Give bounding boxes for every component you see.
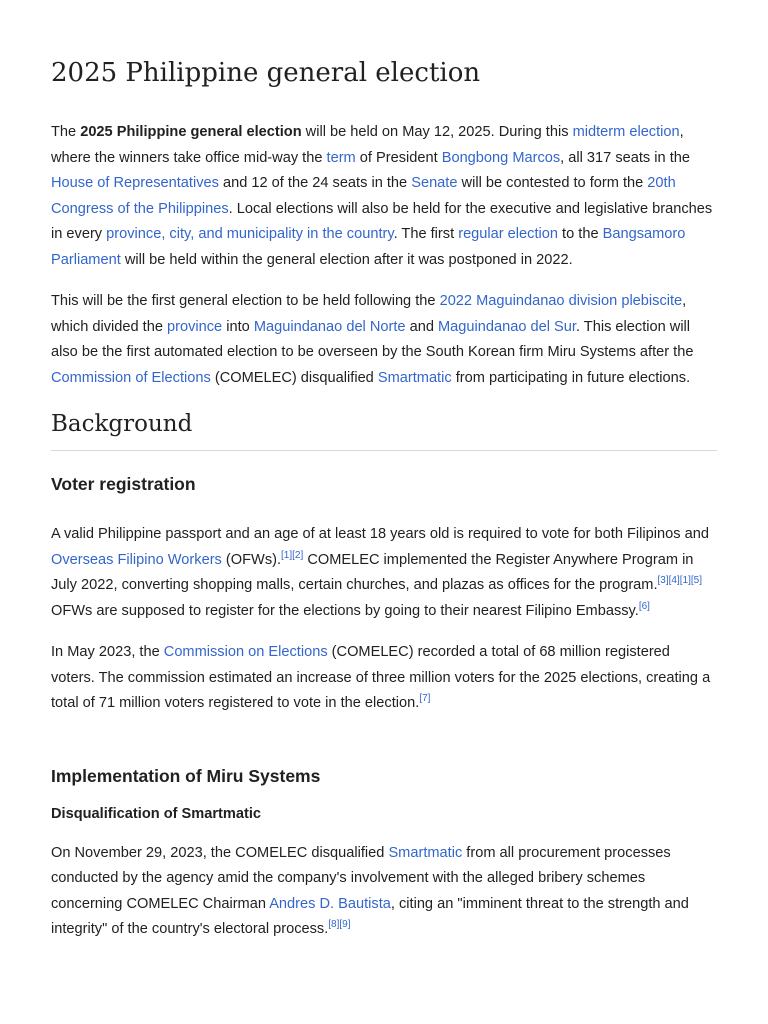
- text: COMELEC implemented the Register Anywhere Program in July 2022, converting shopping malls, certain churches, and plazas as offices for the program.: [51, 551, 694, 593]
- citation: [281, 550, 303, 561]
- text: On November 29, 2023, the COMELEC disqualified: [51, 844, 389, 861]
- citation-link[interactable]: [3]: [657, 575, 669, 587]
- text: from participating in future elections.: [451, 369, 691, 386]
- text: . Local elections will also be held for the executive and legislative branches in every: [51, 200, 713, 242]
- text: . The first: [393, 226, 459, 242]
- link-province[interactable]: province: [167, 318, 223, 335]
- text: , which divided the: [51, 293, 687, 335]
- text: and 12 of the 24 seats in the: [218, 175, 412, 191]
- link-maguindanao-del-sur[interactable]: Maguindanao del Sur: [438, 318, 576, 335]
- article-subject: 2025 Philippine general election: [80, 124, 302, 140]
- text: . This election will also be the first automated election to be overseen by the South Korean firm Miru Systems after the: [51, 318, 694, 360]
- link-province-city-municipality[interactable]: province, city, and municipality in the country: [106, 226, 394, 242]
- link-andres-bautista[interactable]: Andres D. Bautista: [269, 895, 391, 912]
- text: (OFWs).: [221, 551, 282, 568]
- citation-link[interactable]: [1]: [679, 575, 691, 587]
- disqualification-paragraph: [51, 841, 717, 943]
- text: to the: [558, 226, 603, 242]
- link-regular-election[interactable]: regular election: [458, 226, 558, 242]
- citation: [419, 693, 430, 704]
- citation-link[interactable]: [2]: [292, 549, 304, 561]
- text: and: [405, 318, 439, 335]
- text: In May 2023, the: [51, 644, 164, 660]
- text: , where the winners take office mid-way the: [51, 124, 684, 166]
- text: The: [51, 124, 81, 140]
- voter-registration-paragraph-1: [51, 522, 717, 624]
- subsection-heading-voter-registration: Voter registration: [51, 474, 196, 494]
- citation-link[interactable]: [5]: [690, 575, 703, 587]
- link-midterm-election[interactable]: midterm election: [572, 124, 680, 140]
- citation: [639, 601, 650, 612]
- text: , all 317 seats in the: [560, 149, 690, 166]
- link-bongbong-marcos[interactable]: Bongbong Marcos: [441, 149, 561, 166]
- text: into: [222, 318, 254, 335]
- citation-link[interactable]: [7]: [419, 693, 431, 705]
- text: from all procurement processes conducted by the agency amid the company's involvement with the alleged bribery schemes concerning COMELEC Chairman: [51, 844, 671, 912]
- text: (COMELEC) recorded a total of 68 million registered voters. The commission estimated an increase of three million voters for the 2025 elections, creating a total of 71 million voters registered to vote in the election.: [51, 644, 711, 711]
- text: A valid Philippine passport and an age of at least 18 years old is required to vote for both Filipinos and: [51, 526, 709, 542]
- page-title: 2025 Philippine general election: [51, 58, 481, 88]
- link-term[interactable]: term: [326, 149, 356, 166]
- text: (COMELEC) disqualified: [210, 369, 378, 386]
- intro-paragraph-2: [51, 289, 717, 391]
- citation-link[interactable]: [1]: [281, 549, 293, 561]
- text: of President: [355, 149, 442, 166]
- text: will be contested to form the: [457, 175, 648, 191]
- citation-link[interactable]: [9]: [339, 919, 351, 931]
- intro-paragraph-1: [51, 120, 717, 273]
- section-heading-background: Background: [51, 409, 717, 451]
- link-overseas-filipino-workers[interactable]: Overseas Filipino Workers: [51, 551, 222, 568]
- link-house-of-representatives[interactable]: House of Representatives: [51, 175, 219, 191]
- citation-link[interactable]: [6]: [638, 600, 650, 612]
- text: will be held on May 12, 2025. During this: [301, 124, 573, 140]
- voter-registration-paragraph-2: [51, 640, 717, 717]
- subsection-heading-miru-systems: Implementation of Miru Systems: [51, 765, 321, 786]
- citation-link[interactable]: [8]: [328, 919, 340, 931]
- link-20th-congress[interactable]: 20th Congress of the Philippines: [51, 175, 676, 217]
- text: , citing an "imminent threat to the strength and integrity" of the country's electoral process.: [51, 895, 689, 937]
- link-maguindanao-plebiscite[interactable]: 2022 Maguindanao division plebiscite: [439, 293, 683, 309]
- link-maguindanao-del-norte[interactable]: Maguindanao del Norte: [253, 318, 406, 335]
- link-bangsamoro-parliament[interactable]: Bangsamoro Parliament: [51, 226, 686, 268]
- link-commission-on-elections[interactable]: Commission on Elections: [163, 644, 328, 660]
- subsubsection-heading-disqualification: Disqualification of Smartmatic: [51, 805, 262, 822]
- citation: [328, 919, 350, 930]
- text: This will be the first general election to be held following the: [51, 293, 440, 309]
- link-smartmatic[interactable]: Smartmatic: [377, 369, 452, 386]
- citation: [658, 575, 703, 586]
- link-commission-of-elections[interactable]: Commission of Elections: [51, 369, 211, 386]
- link-smartmatic[interactable]: Smartmatic: [388, 844, 463, 861]
- link-senate[interactable]: Senate: [411, 175, 458, 191]
- text: will be held within the general election after it was postponed in 2022.: [120, 251, 573, 268]
- citation-link[interactable]: [4]: [668, 575, 680, 587]
- text: OFWs are supposed to register for the elections by going to their nearest Filipino Embassy.: [51, 602, 639, 619]
